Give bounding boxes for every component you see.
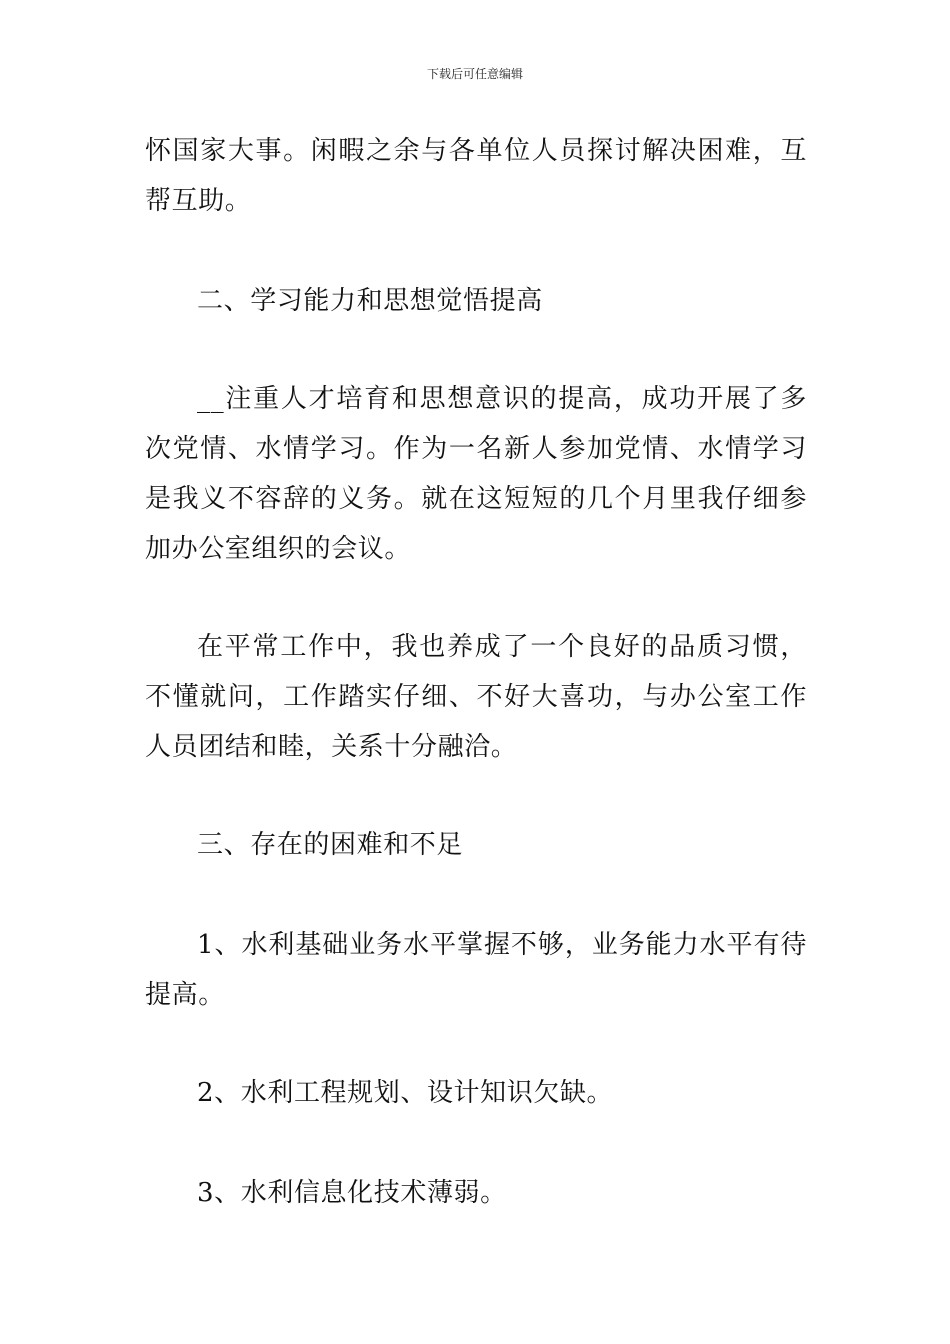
- paragraph-work-habits: 在平常工作中，我也养成了一个良好的品质习惯，不懂就问，工作踏实仔细、不好大喜功，与办公室工作人员团结和睦，关系十分融洽。: [145, 632, 807, 762]
- list-item-2: 2、水利工程规划、设计知识欠缺。: [197, 1078, 614, 1108]
- header-note: 下载后可任意编辑: [426, 67, 523, 81]
- list-item-3: 3、水利信息化技术薄弱。: [197, 1178, 507, 1208]
- section-heading-learning: 二、学习能力和思想觉悟提高: [197, 286, 543, 316]
- paragraph-learning: __注重人才培育和思想意识的提高，成功开展了多次党情、水情学习。作为一名新人参加党情、水情学习是我义不容辞的义务。就在这短短的几个月里我仔细参加办公室组织的会议。: [145, 384, 807, 564]
- paragraph-continuation: 怀国家大事。闲暇之余与各单位人员探讨解决困难，互帮互助。: [145, 136, 807, 216]
- list-item-1: 1、水利基础业务水平掌握不够，业务能力水平有待提高。: [145, 930, 807, 1010]
- section-heading-difficulties: 三、存在的困难和不足: [197, 830, 464, 860]
